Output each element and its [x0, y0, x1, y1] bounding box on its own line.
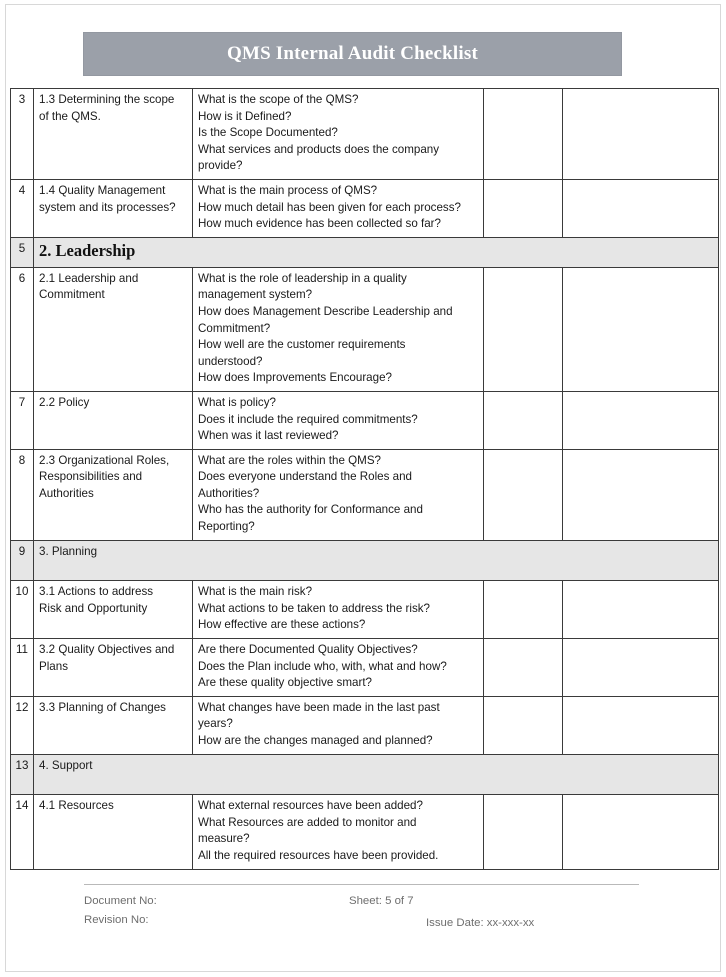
clause-area-cell [34, 639, 193, 697]
row-number: 5 [11, 237, 34, 267]
row-number: 9 [11, 540, 34, 581]
findings-cell[interactable] [484, 639, 563, 697]
table-row [11, 391, 719, 449]
audit-question-line: Are these quality objective smart? [198, 676, 372, 690]
row-number: 7 [11, 391, 34, 449]
footer-issue-date: Issue Date: xx-xxx-xx [426, 917, 535, 929]
clause-area-cell [34, 89, 193, 180]
footer-sheet-number: Sheet: 5 of 7 [349, 895, 414, 907]
audit-question-line: What are the roles within the QMS? [198, 453, 382, 467]
findings-cell[interactable] [484, 449, 563, 540]
row-number: 10 [11, 581, 34, 639]
audit-question-line: Reporting? [198, 520, 255, 534]
clause-area-line: Risk and Opportunity [39, 601, 148, 615]
document-title-banner [83, 32, 622, 76]
clause-area-line: 2.1 Leadership and [39, 271, 139, 285]
clause-area-cell [34, 696, 193, 754]
comments-cell[interactable] [563, 267, 719, 391]
page-footer [84, 884, 639, 936]
audit-question-line: What is policy? [198, 395, 276, 409]
audit-questions-cell [193, 267, 484, 391]
section-header-row [11, 754, 719, 795]
row-number: 8 [11, 449, 34, 540]
audit-questions-cell [193, 449, 484, 540]
audit-questions-cell [193, 179, 484, 237]
row-number: 4 [11, 179, 34, 237]
table-row [11, 639, 719, 697]
footer-divider [84, 884, 639, 885]
checklist-body [11, 89, 719, 870]
audit-question-line: How are the changes managed and planned? [198, 734, 433, 747]
clause-area-line: 2.2 Policy [39, 395, 90, 409]
clause-area-line: system and its processes? [39, 200, 176, 214]
audit-question-line: Does it include the required commitments? [198, 412, 418, 426]
findings-cell[interactable] [484, 795, 563, 869]
audit-question-line: How is it Defined? [198, 109, 292, 123]
findings-cell[interactable] [484, 696, 563, 754]
audit-question-line: provide? [198, 159, 243, 173]
row-number: 11 [11, 639, 34, 697]
audit-question-line: How much detail has been given for each process? [198, 200, 461, 214]
audit-checklist-table [10, 88, 719, 870]
audit-question-line: measure? [198, 832, 250, 846]
clause-area-cell [34, 795, 193, 869]
section-title-text: 2. Leadership [39, 241, 136, 261]
clause-area-line: 4.1 Resources [39, 799, 114, 813]
table-row [11, 449, 719, 540]
clause-area-line: 1.4 Quality Management [39, 183, 166, 197]
section-title [34, 237, 719, 267]
comments-cell[interactable] [563, 449, 719, 540]
audit-question-line: years? [198, 717, 233, 731]
audit-question-line: How does Management Describe Leadership and [198, 304, 453, 318]
audit-questions-cell [193, 391, 484, 449]
audit-question-line: How does Improvements Encourage? [198, 371, 392, 385]
audit-question-line: What is the main risk? [198, 585, 313, 599]
clause-area-line: 3.3 Planning of Changes [39, 700, 166, 714]
comments-cell[interactable] [563, 696, 719, 754]
clause-area-line: 1.3 Determining the scope [39, 93, 175, 106]
audit-questions-cell [193, 639, 484, 697]
section-title [34, 754, 719, 795]
audit-question-line: What services and products does the company [198, 142, 440, 156]
audit-question-line: How much evidence has been collected so far? [198, 217, 441, 231]
audit-questions-cell [193, 795, 484, 869]
audit-question-line: understood? [198, 354, 263, 368]
clause-area-cell [34, 581, 193, 639]
table-row [11, 696, 719, 754]
section-header-row [11, 237, 719, 267]
comments-cell[interactable] [563, 89, 719, 180]
page-title: QMS Internal Audit Checklist [226, 43, 479, 64]
audit-question-line: Commitment? [198, 321, 271, 335]
audit-question-line: management system? [198, 288, 313, 302]
footer-fields [84, 892, 639, 936]
clause-area-line: of the QMS. [39, 109, 101, 123]
clause-area-cell [34, 449, 193, 540]
audit-question-line: What actions to be taken to address the risk? [198, 601, 430, 615]
comments-cell[interactable] [563, 179, 719, 237]
audit-question-line: Who has the authority for Conformance and [198, 503, 423, 517]
comments-cell[interactable] [563, 795, 719, 869]
section-header-row [11, 540, 719, 581]
findings-cell[interactable] [484, 581, 563, 639]
table-row [11, 267, 719, 391]
table-row [11, 795, 719, 869]
findings-cell[interactable] [484, 391, 563, 449]
audit-questions-cell [193, 581, 484, 639]
row-number: 3 [11, 89, 34, 180]
table-row [11, 89, 719, 180]
row-number: 12 [11, 696, 34, 754]
findings-cell[interactable] [484, 267, 563, 391]
audit-question-line: What external resources have been added? [198, 799, 423, 813]
audit-question-line: All the required resources have been provided. [198, 848, 439, 862]
clause-area-line: 2.3 Organizational Roles, [39, 453, 170, 467]
audit-question-line: Are there Documented Quality Objectives? [198, 643, 418, 657]
audit-question-line: What changes have been made in the last past [198, 700, 440, 714]
audit-question-line: When was it last reviewed? [198, 429, 339, 443]
clause-area-line: Plans [39, 659, 69, 673]
footer-revision-no: Revision No: [84, 914, 149, 926]
clause-area-line: Responsibilities and [39, 470, 143, 484]
section-title-text: 4. Support [39, 758, 93, 772]
audit-question-line: What is the main process of QMS? [198, 183, 378, 197]
audit-question-line: What is the role of leadership in a quality [198, 271, 407, 285]
clause-area-line: Authorities [39, 486, 94, 500]
clause-area-line: 3.1 Actions to address [39, 585, 154, 599]
audit-question-line: What is the scope of the QMS? [198, 93, 359, 106]
row-number: 13 [11, 754, 34, 795]
clause-area-cell [34, 391, 193, 449]
footer-document-no: Document No: [84, 895, 157, 907]
section-title-text: 3. Planning [39, 544, 98, 558]
row-number: 6 [11, 267, 34, 391]
audit-question-line: Does the Plan include who, with, what and how? [198, 659, 447, 673]
audit-question-line: Does everyone understand the Roles and [198, 470, 412, 484]
audit-question-line: Is the Scope Documented? [198, 126, 338, 140]
audit-question-line: What Resources are added to monitor and [198, 815, 417, 829]
audit-question-line: How well are the customer requirements [198, 338, 406, 352]
audit-question-line: How effective are these actions? [198, 618, 366, 632]
clause-area-cell [34, 179, 193, 237]
findings-cell[interactable] [484, 179, 563, 237]
comments-cell[interactable] [563, 639, 719, 697]
clause-area-line: 3.2 Quality Objectives and [39, 643, 175, 657]
comments-cell[interactable] [563, 581, 719, 639]
findings-cell[interactable] [484, 89, 563, 180]
clause-area-cell [34, 267, 193, 391]
audit-question-line: Authorities? [198, 486, 260, 500]
audit-questions-cell [193, 696, 484, 754]
row-number: 14 [11, 795, 34, 869]
section-title [34, 540, 719, 581]
comments-cell[interactable] [563, 391, 719, 449]
table-row [11, 581, 719, 639]
clause-area-line: Commitment [39, 288, 105, 302]
audit-questions-cell [193, 89, 484, 180]
table-row [11, 179, 719, 237]
